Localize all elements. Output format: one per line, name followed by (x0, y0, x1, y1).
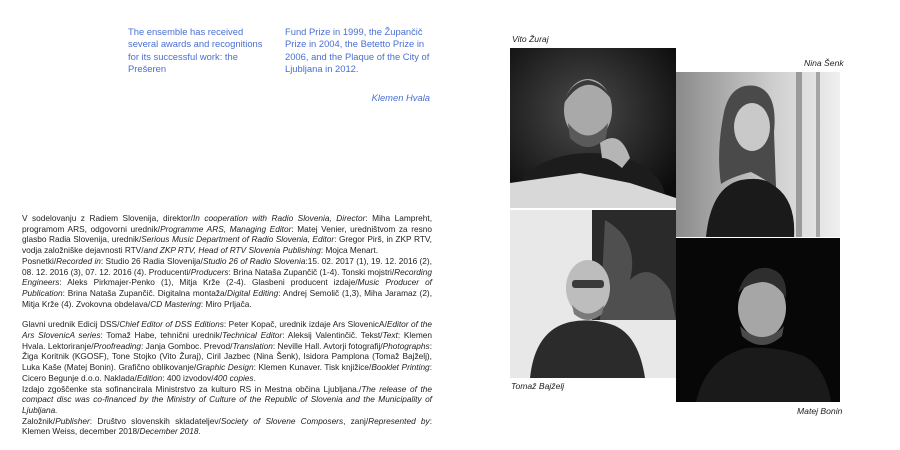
photo-nina-senk (676, 72, 840, 237)
photo-matej-bonin (676, 238, 840, 402)
credits-paragraph-edition: Glavni urednik Edicij DSS/Chief Editor of DSS Editions: Peter Kopač, urednik izdaje Ars SlovenicA/Editor of the Ars SlovenicA series: Tomaž Habe, tehnični urednik/Technical Editor: Aleksij Valentinčič. Tekst/Text: Klemen Hvala. Lektoriranje/Proofreading: Janja Gomboc. Prevod/Translation: Neville Hall. Avtorji fotografij/Photographs: Žiga Koritnik (KGOSF), Tone Stojko (Vito Žuraj), Ciril Jazbec (Nina Šenk), Isidora Pamplona (Tomaž Bajželj), Luka Kaše (Matej Bonin). Grafično oblikovanje/Graphic Design: Klemen Kunaver. Tisk knjižice/Booklet Printing: Cicero Begunje d.o.o. Naklada/Edition: 400 izvodov/400 copies. Izdajo zgoščenke sta sofinancirala Ministrstvo za kulturo RS in Mestna občina Ljubljana./The release of the compact disc was co-financed by the Ministry of Culture of the Republic of Slovenia and the Municipality of Ljubljana. Založnik/Publisher: Društvo slovenskih skladateljev/Society of Slovene Composers, zanj/Represented by: Klemen Weiss, december 2018/December 2018. (22, 319, 433, 437)
credits-block (22, 213, 432, 447)
caption-nina-senk: Nina Šenk (804, 58, 844, 68)
caption-tomaz-bajzelj: Tomaž Bajželj (511, 381, 565, 391)
photo-tomaz-bajzelj (510, 210, 676, 378)
caption-vito-zuraj: Vito Žuraj (512, 34, 549, 44)
intro-text-column-1: The ensemble has received several awards and recognitions for its successful work: the Prešeren (128, 26, 263, 75)
intro-text-column-2: Fund Prize in 1999, the Župančič Prize in 2004, the Betetto Prize in 2006, and the Plaque of the City of Ljubljana in 2012. (285, 26, 430, 75)
credits-paragraph-production: V sodelovanju z Radiem Slovenija, direktor/In cooperation with Radio Slovenia, Director: Miha Lampreht, programom ARS, odgovorni urednik/Programme ARS, Managing Editor: Matej Venier, uredništvom za resno glasbo Radia Slovenija, urednik/Serious Music Department of Radio Slovenia, Editor: Gregor Pirš, in ZKP RTV, vodja založniške dejavnosti RTV/and ZKP RTV, Head of RTV Slovenia Publishing: Mojca Menart. Posnetki/Recorded in: Studio 26 Radia Slovenija/Studio 26 of Radio Slovenia:15. 02. 2017 (1), 19. 12. 2016 (2), 08. 12. 2016 (3), 07. 12. 2016 (4). Producenti/Producers: Brina Nataša Zupančič (1-4). Tonski mojstri/Recording Engineers: Aleks Pirkmajer-Penko (1), Mitja Krže (2-4). Glasbeni producent izdaje/Music Producer of Publication: Brina Nataša Zupančič. Digitalna montaža/Digital Editing: Andrej Semolič (1,3), Miha Jaramaz (2), Mitja Krže (4). Zvokovna obdelava/CD Mastering: Miro Prljača. (22, 213, 433, 309)
text-author: Klemen Hvala (371, 92, 430, 103)
photo-vito-zuraj (510, 48, 676, 208)
caption-matej-bonin: Matej Bonin (797, 406, 843, 416)
